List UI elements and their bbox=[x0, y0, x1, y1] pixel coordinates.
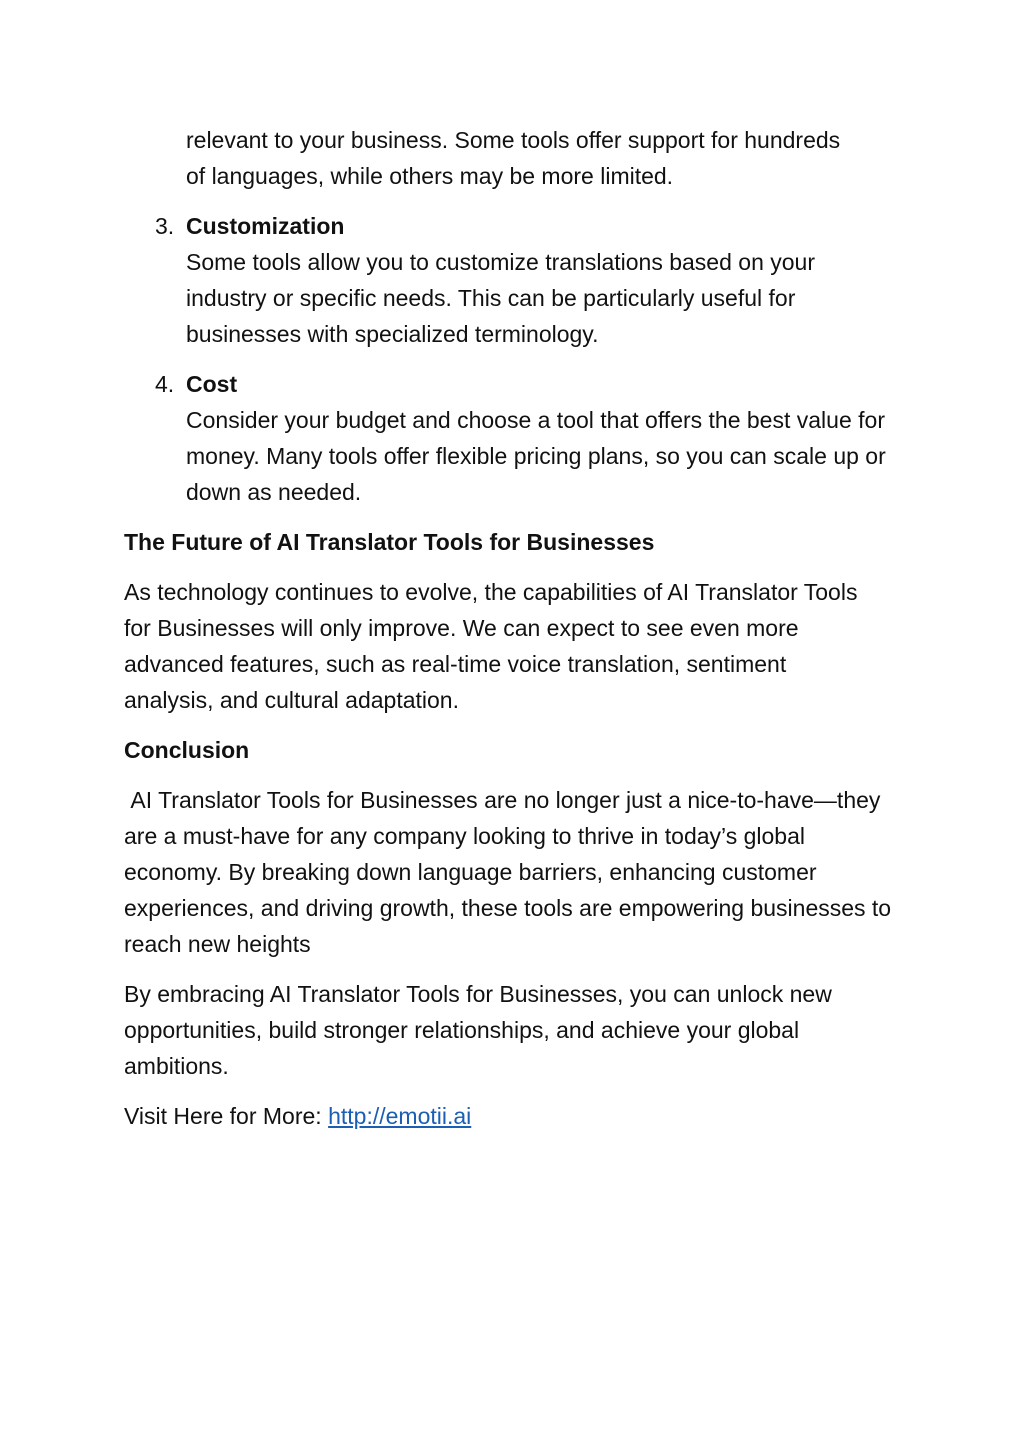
list-item-body: Consider your budget and choose a tool that offers the best value for money. Many tools offer flexible pricing plans, so you can scale up or down as needed. bbox=[186, 407, 886, 505]
future-paragraph: As technology continues to evolve, the capabilities of AI Translator Tools for Businesses will only improve. We can expect to see even more advanced features, such as real-time voice translation, sentiment analysis, and cultural adaptation. bbox=[124, 579, 858, 713]
section-heading-future: The Future of AI Translator Tools for Businesses bbox=[124, 529, 655, 555]
continued-list-text bbox=[186, 122, 904, 194]
list-item-cost bbox=[155, 366, 904, 510]
conclusion-paragraph-2: By embracing AI Translator Tools for Businesses, you can unlock new opportunities, build stronger relationships, and achieve your global ambitions. bbox=[124, 981, 832, 1079]
conclusion-paragraph-1: AI Translator Tools for Businesses are no longer just a nice-to-have—they are a must-have for any company looking to thrive in today’s global economy. By breaking down language barriers, enhancing customer experiences, and driving growth, these tools are empowering businesses to reach new heights bbox=[124, 787, 898, 957]
visit-label: Visit Here for More: bbox=[124, 1103, 329, 1129]
list-item-customization bbox=[155, 208, 904, 352]
section-heading-conclusion: Conclusion bbox=[124, 737, 250, 763]
list-item-body: Some tools allow you to customize translations based on your industry or specific needs. This can be particularly useful for businesses with specialized terminology. bbox=[186, 249, 815, 347]
list-number: 4. bbox=[155, 371, 175, 397]
list-number: 3. bbox=[155, 213, 175, 239]
document-page bbox=[124, 122, 904, 1134]
website-link[interactable]: http://emotii.ai bbox=[328, 1103, 472, 1129]
list-item-title: Cost bbox=[186, 371, 238, 397]
continued-paragraph: relevant to your business. Some tools offer support for hundreds of languages, while others may be more limited. bbox=[186, 127, 841, 189]
visit-line bbox=[124, 1098, 904, 1134]
list-item-title: Customization bbox=[186, 213, 345, 239]
